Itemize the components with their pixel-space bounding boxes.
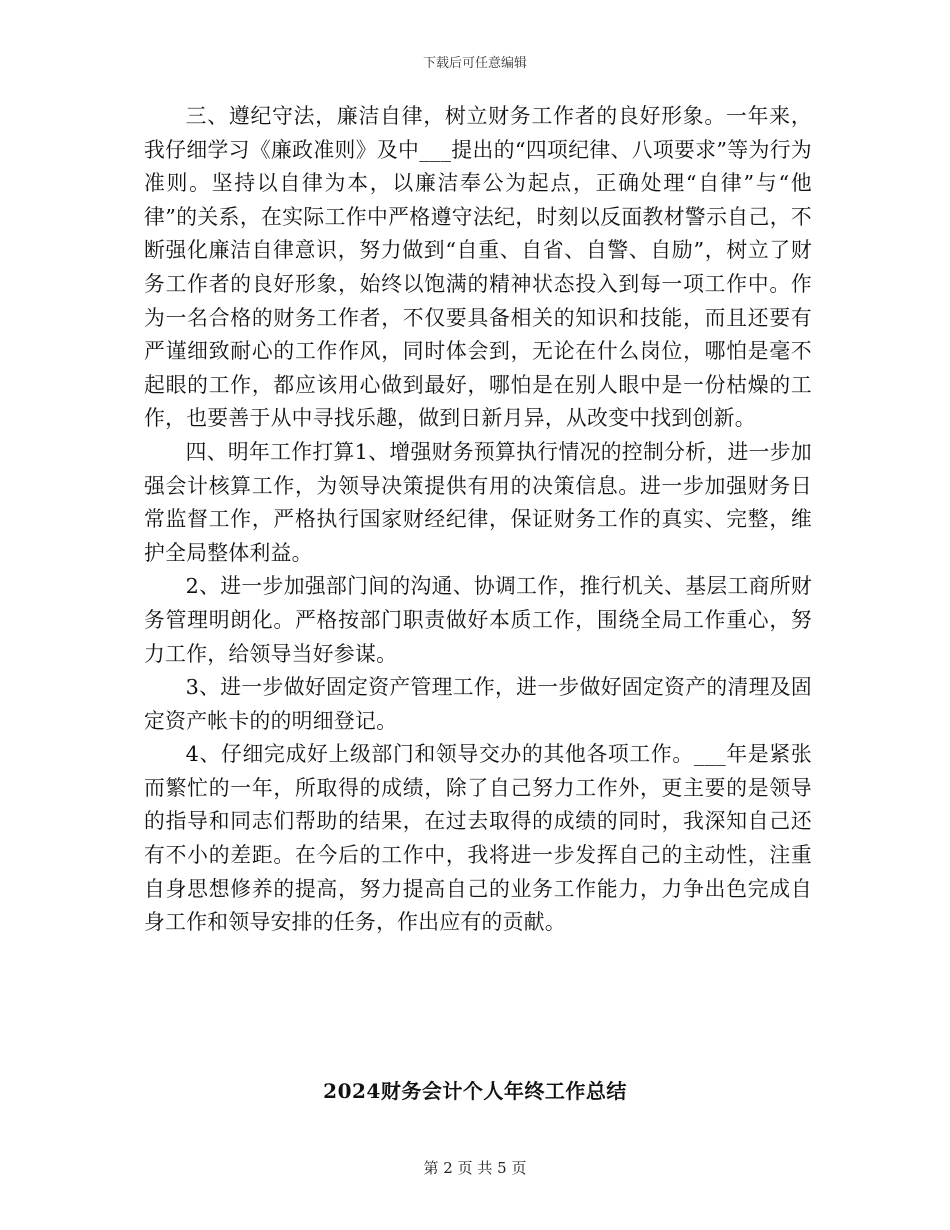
paragraph-plan-item-2: 2、进一步加强部门间的沟通、协调工作，推行机关、基层工商所财务管理明朗化。严格按部门职责做好本质工作，围绕全局工作重心，努力工作，给领导当好参谋。 [144,574,812,666]
page-number-footer: 第 2 页 共 5 页 [423,1159,527,1177]
paragraph-discipline: 三、遵纪守法，廉洁自律，树立财务工作者的良好形象。一年来，我仔细学习《廉政准则》及中___提出的“四项纪律、八项要求”等为行为准则。坚持以自律为本，以廉洁奉公为起点，正确处理“自律”与“他律”的关系，在实际工作中严格遵守法纪，时刻以反面教材警示自己，不断强化廉洁自律意识，努力做到“自重、自省、自警、自励”，树立了财务工作者的良好形象，始终以饱满的精神状态投入到每一项工作中。作为一名合格的财务工作者，不仅要具备相关的知识和技能，而且还要有严谨细致耐心的工作作风，同时体会到，无论在什么岗位，哪怕是毫不起眼的工作，都应该用心做到最好，哪怕是在别人眼中是一份枯燥的工作，也要善于从中寻找乐趣，做到日新月异，从改变中找到创新。 [144,104,812,431]
document-title: 2024财务会计个人年终工作总结 [323,1079,627,1103]
paragraph-plan-item-4: 4、仔细完成好上级部门和领导交办的其他各项工作。___年是紧张而繁忙的一年，所取得的成绩，除了自己努力工作外，更主要的是领导的指导和同志们帮助的结果，在过去取得的成绩的同时，我深知自己还有不小的差距。在今后的工作中，我将进一步发挥自己的主动性，注重自身思想修养的提高，努力提高自己的业务工作能力，力争出色完成自身工作和领导安排的任务，作出应有的贡献。 [144,742,812,935]
paragraph-plan-item-3: 3、进一步做好固定资产管理工作，进一步做好固定资产的清理及固定资产帐卡的的明细登记。 [144,675,812,733]
page-header-note: 下载后可任意编辑 [422,56,527,71]
document-body [144,100,812,940]
paragraph-next-year-plan: 四、明年工作打算1、增强财务预算执行情况的控制分析，进一步加强会计核算工作，为领导决策提供有用的决策信息。进一步加强财务日常监督工作，严格执行国家财经纪律，保证财务工作的真实、完整，维护全局整体利益。 [144,439,812,565]
